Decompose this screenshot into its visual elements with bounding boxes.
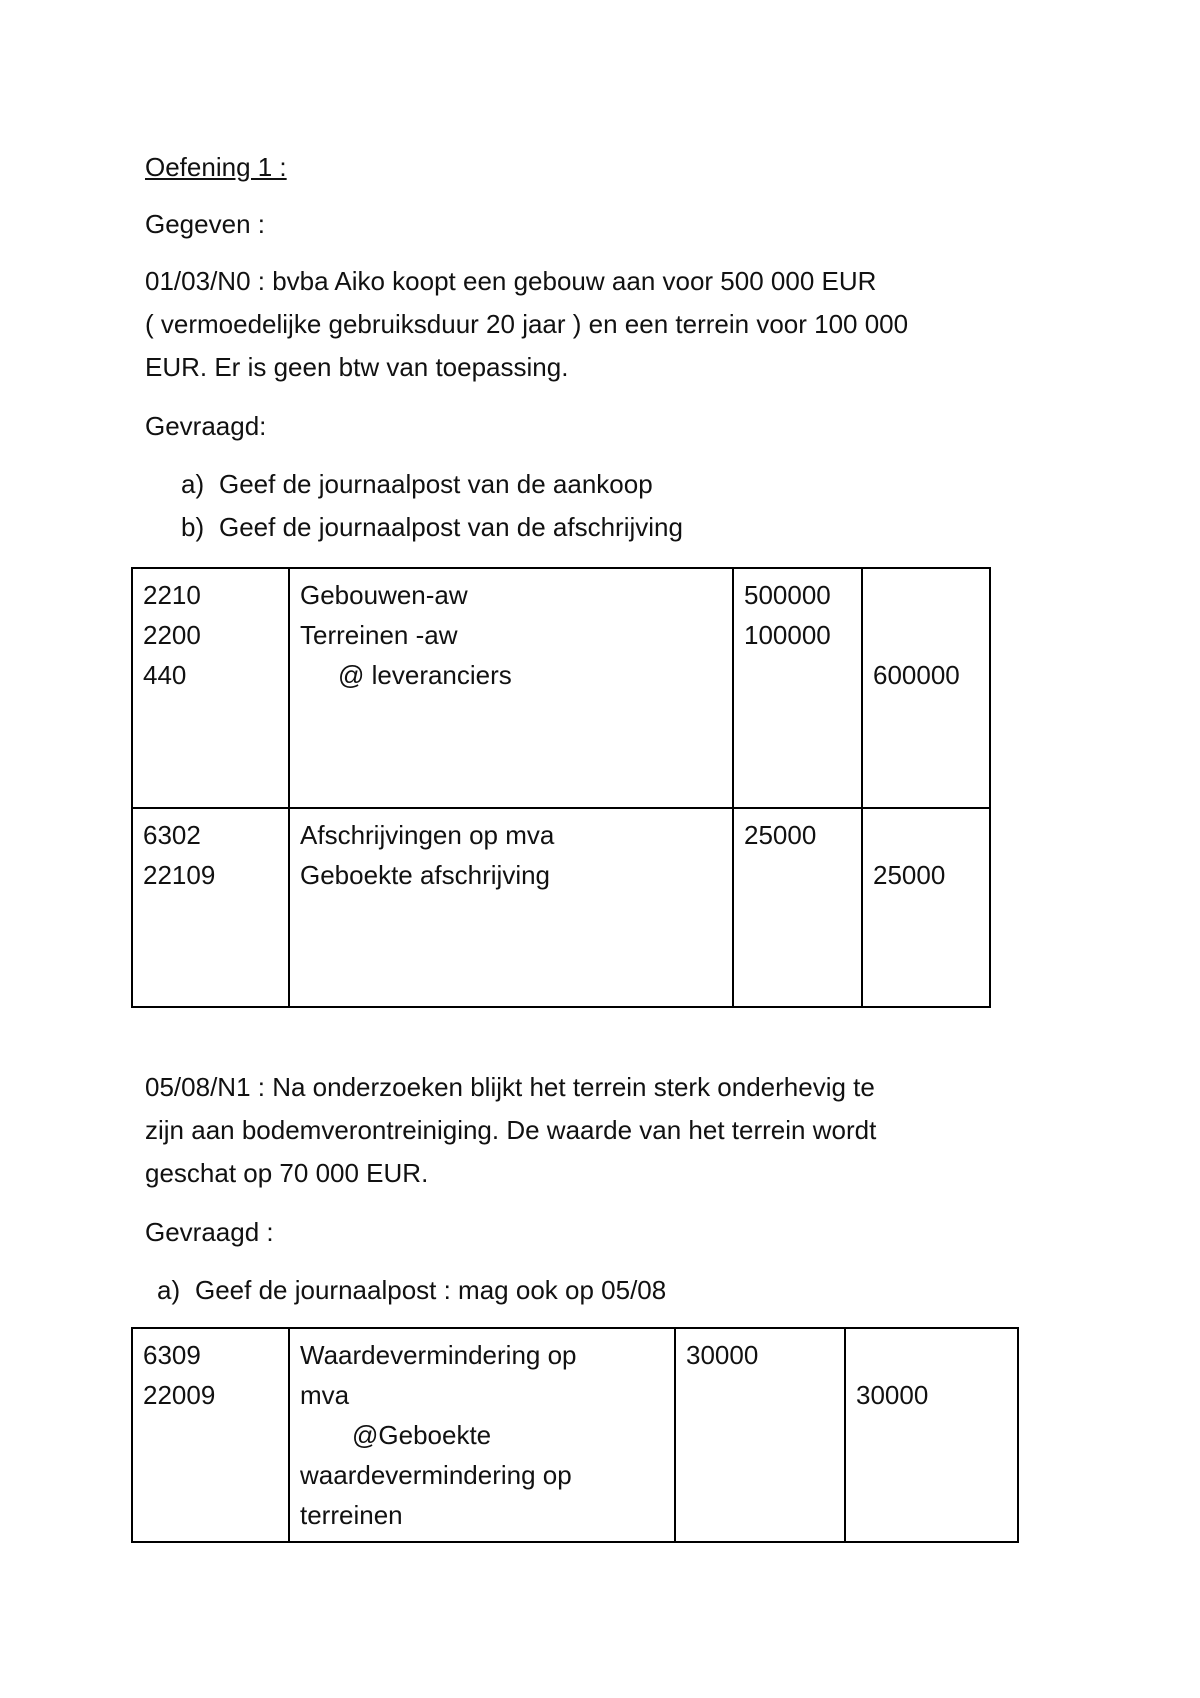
- scenario2-line: zijn aan bodemverontreiniging. De waarde van het terrein wordt: [145, 1115, 877, 1145]
- description-text: @Geboekte: [352, 1420, 492, 1450]
- account-number: 22009: [143, 1380, 216, 1410]
- scenario2-line: geschat op 70 000 EUR.: [145, 1158, 429, 1188]
- credit-amount: [873, 615, 979, 655]
- credit-amount: 30000: [856, 1380, 929, 1410]
- asked2-label: Gevraagd :: [145, 1217, 274, 1247]
- account-number: 6309: [143, 1340, 201, 1370]
- description-text: Waardevermindering op: [300, 1340, 577, 1370]
- list-item: [181, 510, 683, 544]
- list-text: Geef de journaalpost van de afschrijving: [219, 512, 683, 542]
- list-marker: a): [157, 1275, 181, 1305]
- description-text: @ leveranciers: [338, 660, 512, 690]
- account-cell: [132, 1328, 289, 1542]
- description-text: Afschrijvingen op mva: [300, 820, 555, 850]
- credit-amount: [873, 575, 979, 615]
- account-number: 2200: [143, 620, 201, 650]
- table-row: [132, 1328, 1018, 1542]
- debit-amount: 500000: [744, 580, 831, 610]
- debit-cell: [733, 808, 862, 1007]
- credit-amount: 600000: [873, 660, 960, 690]
- exercise-title: Oefening 1 :: [145, 152, 287, 182]
- journal-table-1: [131, 567, 991, 1008]
- description-cell: [289, 568, 733, 808]
- description-cell: [289, 1328, 675, 1542]
- list-marker: b): [181, 512, 205, 542]
- list-item: [181, 467, 653, 501]
- scenario1-line: 01/03/N0 : bvba Aiko koopt een gebouw aan voor 500 000 EUR: [145, 266, 877, 296]
- credit-cell: [862, 808, 990, 1007]
- table-row: [132, 808, 990, 1007]
- credit-amount: 25000: [873, 860, 946, 890]
- scenario2-line: 05/08/N1 : Na onderzoeken blijkt het terrein sterk onderhevig te: [145, 1072, 875, 1102]
- description-text: terreinen: [300, 1500, 403, 1530]
- account-number: 22109: [143, 860, 216, 890]
- debit-amount: 25000: [744, 820, 817, 850]
- account-cell: [132, 568, 289, 808]
- account-number: 6302: [143, 820, 201, 850]
- description-text: mva: [300, 1380, 350, 1410]
- credit-amount: [856, 1335, 1007, 1375]
- account-cell: [132, 808, 289, 1007]
- credit-cell: [845, 1328, 1018, 1542]
- given-label: Gegeven :: [145, 209, 265, 239]
- debit-amount: [744, 855, 851, 895]
- credit-cell: [862, 568, 990, 808]
- credit-amount: [873, 815, 979, 855]
- scenario1-line: EUR. Er is geen btw van toepassing.: [145, 352, 569, 382]
- description-text: Geboekte afschrijving: [300, 860, 551, 890]
- description-text: Terreinen -aw: [300, 620, 458, 650]
- debit-cell: [675, 1328, 845, 1542]
- debit-cell: [733, 568, 862, 808]
- account-number: 2210: [143, 580, 201, 610]
- debit-amount: 100000: [744, 620, 831, 650]
- debit-amount: [686, 1375, 834, 1415]
- table-row: [132, 568, 990, 808]
- scenario1-line: ( vermoedelijke gebruiksduur 20 jaar ) en een terrein voor 100 000: [145, 309, 909, 339]
- list-marker: a): [181, 469, 205, 499]
- list-text: Geef de journaalpost van de aankoop: [219, 469, 653, 499]
- description-text: waardevermindering op: [300, 1460, 572, 1490]
- description-text: Gebouwen-aw: [300, 580, 468, 610]
- asked1-label: Gevraagd:: [145, 411, 267, 441]
- description-cell: [289, 808, 733, 1007]
- debit-amount: 30000: [686, 1340, 759, 1370]
- journal-table-2: [131, 1327, 1019, 1543]
- debit-amount: [744, 655, 851, 695]
- list-text: Geef de journaalpost : mag ook op 05/08: [195, 1275, 667, 1305]
- list-item: [157, 1273, 666, 1307]
- account-number: 440: [143, 660, 187, 690]
